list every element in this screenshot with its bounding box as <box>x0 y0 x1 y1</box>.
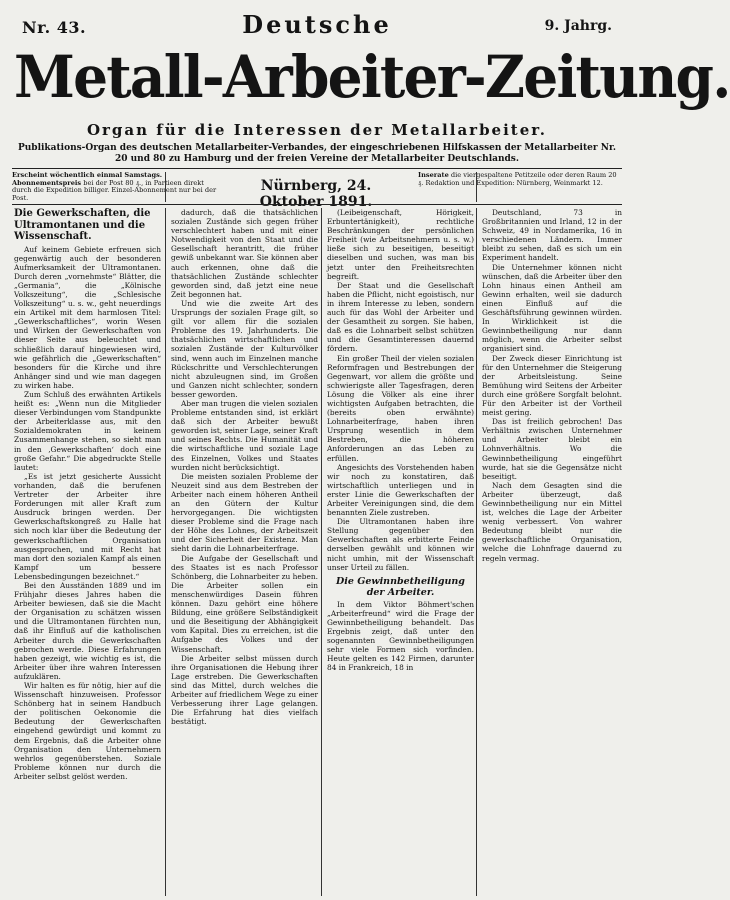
paragraph: Die Aufgabe der Gesellschaft und des Staates ist es nach Professor Schönberg, die Lohnarbeiter zu heben. Die Arbeiter sollen ein menschenwürdiges Dasein führen können. Dazu gehört eine höhere Bildung, eine größere Selbständigkeit und die Beseitigung der Abhängigkeit vom Kapital. Dies zu erreichen, ist die Aufgabe des Volkes und der Wissenschaft. <box>171 553 318 654</box>
paragraph: Ein großer Theil der vielen sozialen Reformfragen und Bestrebungen der Gegenwart, vor allem die größte und schwierigste aller Tagesfragen, deren Lösung die Völker als eine ihrer wichtigsten Aufgaben betrachten, die (bereits oben erwähnte) Lohnarbeiterfrage, haben ihren Ursprung wesentlich in dem Bestreben, die höheren Anforderungen an das Leben zu erfüllen. <box>327 353 474 463</box>
schedule-label: Erscheint wöchentlich einmal Samstags. <box>12 171 163 179</box>
paragraph: Angesichts des Vorstehenden haben wir noch zu konstatiren, daß wirtschaftlich unterliegen und in erster Linie die Gewerkschaften der Arbeiter Vereinigungen sind, die dem benannten Ziele zustreben. <box>327 462 474 518</box>
column-2 <box>171 208 318 896</box>
issue-date: Nürnberg, 24. Oktober 1891. <box>259 178 373 210</box>
subscription-text: bei der Post 80 ₰., in Partieen direkt durch die Expedition billiger. Einzel-Abonnement nur bei der Post. <box>12 178 217 202</box>
ads-text: die viergespaltene Petitzeile oder deren Raum 20 ₰. Redaktion und Expedition: Nürnberg, Weinmarkt 12. <box>418 171 617 187</box>
column-3 <box>327 208 474 896</box>
paragraph: Das ist freilich gebrochen! Das Verhältnis zwischen Unternehmer und Arbeiter bleibt ein Lohnverhältnis. Wo die Gewinnbetheiligung eingeführt wurde, hat sie die Gegensätze nicht beseitigt. <box>482 417 622 481</box>
paragraph: Deutschland, 73 in Großbritannien und Irland, 12 in der Schweiz, 49 in Nordamerika, 16 in verschiedenen Ländern. Immer bleibt zu sehen, daß es sich um ein Experiment handelt. <box>482 208 622 263</box>
paragraph: In dem Viktor Böhmert'schen „Arbeiterfreund“ wird die Frage der Gewinnbetheiligung behandelt. Das Ergebnis zeigt, daß unter den sogenannten Gewinnbetheiligungen sehr viele Formen sich vorfinden. Heute gelten es 142 Firmen, darunter 84 in Frankreich, 18 in <box>327 599 474 673</box>
masthead-subtitle: Organ für die Interessen der Metallarbeiter. <box>86 121 548 139</box>
column-4 <box>482 208 622 896</box>
paragraph: Nach dem Gesagten sind die Arbeiter überzeugt, daß Gewinnbetheiligung nur ein Mittel ist, welches die Lage der Arbeiter wenig verbessert. Von wahrer Bedeutung bleibt nur die gewerkschaftliche Organisation, welche die Lohnfrage dauernd zu regeln vermag. <box>482 480 622 563</box>
divider <box>12 168 622 169</box>
ads-label: Inserate <box>418 171 449 179</box>
subscription-info <box>12 172 218 202</box>
paragraph: Die Ultramontanen haben ihre Stellung gegenüber den Gewerkschaften als erbitterte Feinde derselben gewählt und können wir nicht umhin, mit der Wissenschaft unser Urteil zu fällen. <box>327 517 474 572</box>
paragraph: Wir halten es für nötig, hier auf die Wissenschaft hinzuweisen. Professor Schönberg hat in seinem Handbuch der politischen Oekonomie die Bedeutung der Gewerkschaften eingehend gewürdigt und kommt zu dem Ergebnis, daß die Arbeiter ohne Organisation den Unternehmern wehrlos gegenüberstehen. Soziale Probleme können nur durch die Arbeiter selbst gelöst werden. <box>14 681 161 781</box>
paragraph: Die Arbeiter selbst müssen durch ihre Organisationen die Hebung ihrer Lage erstreben. Die Gewerkschaften sind das Mittel, durch welches die Arbeiter auf friedlichem Wege zu einer Verbesserung ihrer Lage gelangen. Die Erfahrung hat dies vielfach bestätigt. <box>171 653 318 727</box>
article-subheading: Die Gewinnbetheiligung der Arbeiter. <box>336 575 465 598</box>
divider <box>12 204 622 205</box>
paragraph: Der Zweck dieser Einrichtung ist für den Unternehmer die Steigerung der Arbeitsleistung. Seine Bemühung wird Seitens der Arbeiter durch eine größere Sorgfalt belohnt. Für den Arbeiter ist der Vortheil meist gering. <box>482 353 622 418</box>
paragraph: Und wie die zweite Art des Ursprungs der sozialen Frage gilt, so gilt vor allem für die sozialen Probleme des 19. Jahrhunderts. Die thatsächlichen wirtschaftlichen und sozialen Zustände der Kulturvölker sind, wenn auch im Einzelnen manche Rückschritte und Verschlechterungen nicht abzuleugnen sind, im Großen und Ganzen nicht schlechter, sondern besser geworden. <box>171 298 318 399</box>
column-1 <box>14 208 161 896</box>
volume-year: 9. Jahrg. <box>544 18 612 34</box>
article-heading: Die Gewerkschaften, die Ultramontanen und die Wissenschaft. <box>14 208 151 242</box>
paragraph: (Leibeigenschaft, Hörigkeit, Erbuntertänigkeit), rechtliche Beschränkungen der persönlichen Freiheit (wie Arbeitsnehmern u. s. w.) ließe sich zu beseitigen, beseitigt dieselben und suchen, was man bis jetzt unter den Freiheitsrechten begreift. <box>327 208 474 281</box>
paragraph: Der Staat und die Gesellschaft haben die Pflicht, nicht egoistisch, nur in ihrem Interesse zu leben, sondern auch für das Wohl der Arbeiter und der Gesamtheit zu sorgen. Sie haben, daß es die Lohnarbeit selbst schützen und die Gesamtinteressen dauernd fördern. <box>327 280 474 354</box>
paragraph: Bei den Ausständen 1889 und im Frühjahr dieses Jahres haben die Arbeiter bewiesen, daß sie die Macht der Organisation zu schätzen wissen und die Ultramontanen fürchten nun, daß ihr Einfluß auf die katholischen Arbeiter durch die Gewerkschaften gebrochen werde. Diese Erfahrungen haben gezeigt, wie wichtig es ist, die Arbeiter über ihre wahren Interessen aufzuklären. <box>14 580 161 681</box>
issue-number: Nr. 43. <box>22 18 87 37</box>
column-rule <box>165 172 166 202</box>
masthead-title: Metall-Arbeiter-Zeitung. <box>14 42 730 111</box>
paragraph: Die Unternehmer können nicht wünschen, daß die Arbeiter über den Lohn hinaus einen Antheil am Gewinn erhalten, weil sie dadurch einen Einfluß auf die Geschäftsführung gewinnen würden. In Wirklichkeit ist die Gewinnbetheiligung nur dann möglich, wenn die Arbeiter selbst organisiert sind. <box>482 262 622 354</box>
column-rule <box>165 208 166 896</box>
column-rule <box>476 172 477 202</box>
paragraph: „Es ist jetzt gesicherte Aussicht vorhanden, daß die berufenen Vertreter der Arbeiter ihre Forderungen mit aller Kraft zum Ausdruck bringen werden. Der Gewerkschaftskongreß zu Halle hat sich noch klar über die Bedeutung der gewerkschaftlichen Organisation ausgesprochen, und mit Recht hat man dort den sozialen Kampf als einen Kampf um bessere Lebensbedingungen bezeichnet.“ <box>14 471 161 581</box>
column-rule <box>321 208 322 896</box>
subscription-label: Abonnementspreis <box>12 178 82 187</box>
paragraph: dadurch, daß die thatsächlichen sozialen Zustände sich gegen früher verschlechtert haben und mit einer Notwendigkeit von den Staat und die Gesellschaft herantritt, die früher gewiß unbekannt war. Sie können aber auch erkennen, ohne daß die thatsächlichen Zustände schlechter geworden sind, daß jetzt eine neue Zeit begonnen hat. <box>171 208 318 299</box>
paragraph: Auf keinem Gebiete erfreuen sich gegenwärtig auch der besonderen Aufmerksamkeit der Ultramontanen. Durch deren „vornehmste“ Blätter, die „Germania“, die „Kölnische Volkszeitung“, die „Schlesische Volkszeitung“ u. s. w., geht neuerdings ein Artikel mit dem harmlosen Titel: „Gewerkschaftliches“, worin Wesen und Wirken der Gewerkschaften von dieser Seite aus beleuchtet und schließlich darauf hingewiesen wird, wie gefährlich die „Gewerkschaften“ besonders für die Kirche und ihre Anhänger sind und wie man dagegen zu wirken habe. <box>14 244 161 390</box>
advertising-info <box>418 172 622 187</box>
masthead-kicker: Deutsche <box>242 10 392 39</box>
paragraph: Aber man trugen die vielen sozialen Probleme entstanden sind, ist erklärt daß sich der Arbeiter bewußt geworden ist, seiner Lage, seiner Kraft und seines Rechts. Die Humanität und die wirtschaftliche und soziale Lage des Einzelnen, Volkes und Staates wurden nicht berücksichtigt. <box>171 398 318 472</box>
paragraph: Die meisten sozialen Probleme der Neuzeit sind aus dem Bestreben der Arbeiter nach einem höheren Antheil an den Gütern der Kultur hervorgegangen. Die wichtigsten dieser Probleme sind die Frage nach der Höhe des Lohnes, der Arbeitszeit und der Sicherheit der Existenz. Man sieht darin die Lohnarbeiterfrage. <box>171 471 318 554</box>
column-rule <box>476 208 477 896</box>
publication-line: Publikations-Organ des deutschen Metallarbeiter-Verbandes, der eingeschriebenen Hilfskassen der Metallarbeiter Nr. 20 und 80 zu Hamburg und der freien Vereine der Metallarbeiter Deutschlands. <box>17 143 616 164</box>
info-bar <box>12 171 622 210</box>
paragraph: Zum Schluß des erwähnten Artikels heißt es: „Wenn nun die Mitglieder dieser Verbindungen vom Standpunkte der Arbeiterklasse aus, mit den Sozialdemokraten in keinem Zusammenhange stehen, so sieht man in den ‚Gewerkschaften‘ doch eine große Gefahr.“ Die abgedruckte Stelle lautet: <box>14 390 161 472</box>
